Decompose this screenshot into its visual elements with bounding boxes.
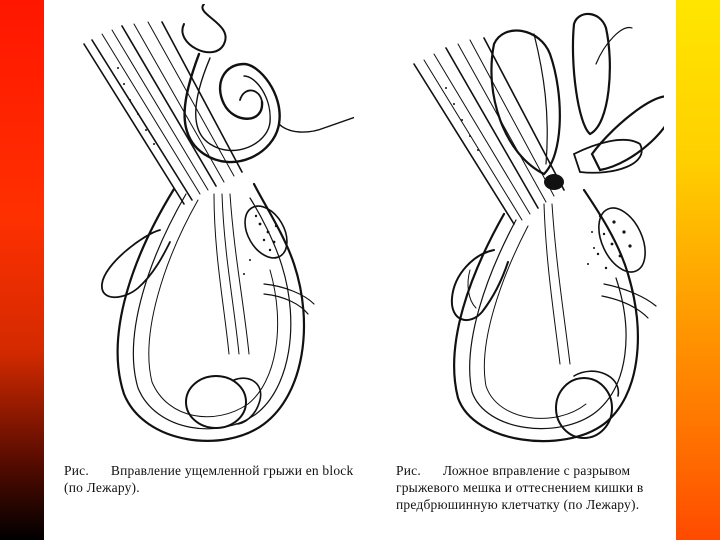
hernia-en-bloc-drawing [64,4,354,454]
left-gradient-border [0,0,44,540]
caption-left-text: Вправление ущемленной грыжи en block (по Лежару). [64,463,354,495]
false-reduction-drawing [374,4,664,454]
caption-left-label: Рис. [64,463,89,478]
illustration-false-reduction [374,4,664,454]
caption-left [64,462,354,496]
scanned-page [44,0,676,540]
caption-right [396,462,668,513]
right-gradient-border [676,0,720,540]
caption-right-label: Рис. [396,463,421,478]
caption-right-text: Ложное вправление с разрывом грыжевого мешка и оттеснением кишки в предбрюшинную клетчатку (по Лежару). [396,463,644,512]
illustration-hernia-en-bloc [64,4,354,454]
